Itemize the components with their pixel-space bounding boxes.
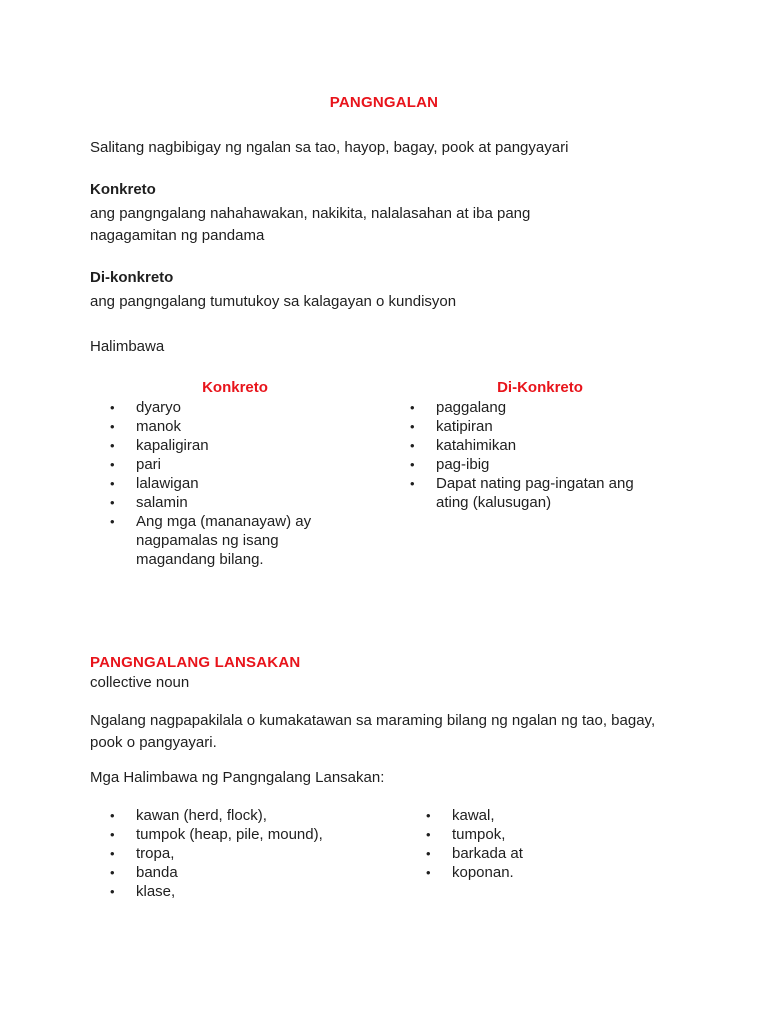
list-item xyxy=(410,455,670,474)
lansakan-examples-heading: Mga Halimbawa ng Pangngalang Lansakan: xyxy=(90,769,385,786)
list-item xyxy=(410,474,670,512)
bullet-icon: • xyxy=(410,457,415,472)
page-title: PANGNGALAN xyxy=(329,94,439,111)
right-column-heading: Di-Konkreto xyxy=(497,379,583,396)
list-item xyxy=(110,806,390,825)
bullet-icon: • xyxy=(410,476,415,491)
list-item-text: kapaligiran xyxy=(136,437,209,454)
bullet-icon: • xyxy=(426,808,431,823)
bullet-icon: • xyxy=(410,419,415,434)
list-item xyxy=(410,398,670,417)
lansakan-subtitle: collective noun xyxy=(90,674,190,691)
bullet-icon: • xyxy=(410,400,415,415)
list-item xyxy=(110,417,360,436)
lansakan-definition: Ngalang nagpapakilala o kumakatawan sa maraming bilang ng ngalan ng tao, bagay, pook o pangyayari. xyxy=(90,712,656,751)
list-item xyxy=(110,398,360,417)
bullet-icon: • xyxy=(110,884,115,899)
list-item xyxy=(110,493,360,512)
list-item-text: banda xyxy=(136,864,178,881)
bullet-icon: • xyxy=(110,438,115,453)
list-item xyxy=(110,436,360,455)
dikonkreto-heading: Di-konkreto xyxy=(90,269,174,286)
list-item xyxy=(110,512,360,569)
list-item-text: tropa, xyxy=(136,845,175,862)
konkreto-example-list xyxy=(110,398,360,569)
konkreto-text: ang pangngalang nahahawakan, nakikita, nalalasahan at iba pang nagagamitan ng pandama xyxy=(90,205,531,244)
list-item xyxy=(110,455,360,474)
list-item-text: manok xyxy=(136,418,182,435)
list-item xyxy=(110,863,390,882)
list-item-text: tumpok (heap, pile, mound), xyxy=(136,826,323,843)
bullet-icon: • xyxy=(110,495,115,510)
list-item-text: koponan. xyxy=(452,864,514,881)
dikonkreto-text: ang pangngalang tumutukoy sa kalagayan o kundisyon xyxy=(90,293,457,310)
list-item-text: paggalang xyxy=(436,399,507,416)
bullet-icon: • xyxy=(110,808,115,823)
list-item-text: pag-ibig xyxy=(436,456,490,473)
list-item-text: katipiran xyxy=(436,418,493,435)
bullet-icon: • xyxy=(426,827,431,842)
list-item-text: lalawigan xyxy=(136,475,199,492)
list-item xyxy=(110,474,360,493)
list-item xyxy=(426,806,626,825)
list-item-text: salamin xyxy=(136,494,188,511)
list-item xyxy=(426,863,626,882)
list-item xyxy=(110,844,390,863)
bullet-icon: • xyxy=(410,438,415,453)
bullet-icon: • xyxy=(110,419,115,434)
lansakan-left-list xyxy=(110,806,390,901)
bullet-icon: • xyxy=(426,846,431,861)
list-item-text: Dapat nating pag-ingatan ang ating (kalusugan) xyxy=(436,475,634,511)
list-item-text: tumpok, xyxy=(452,826,506,843)
list-item-text: Ang mga (mananayaw) ay nagpamalas ng isang magandang bilang. xyxy=(136,513,312,568)
bullet-icon: • xyxy=(110,827,115,842)
konkreto-heading: Konkreto xyxy=(90,181,156,198)
bullet-icon: • xyxy=(110,400,115,415)
list-item-text: klase, xyxy=(136,883,176,900)
bullet-icon: • xyxy=(110,846,115,861)
halimbawa-label: Halimbawa xyxy=(90,338,165,355)
lansakan-right-list xyxy=(426,806,626,882)
list-item-text: kawal, xyxy=(452,807,495,824)
list-item xyxy=(110,825,390,844)
bullet-icon: • xyxy=(110,865,115,880)
list-item-text: dyaryo xyxy=(136,399,182,416)
list-item xyxy=(426,844,626,863)
list-item-text: pari xyxy=(136,456,162,473)
list-item xyxy=(426,825,626,844)
list-item-text: kawan (herd, flock), xyxy=(136,807,267,824)
lansakan-title: PANGNGALANG LANSAKAN xyxy=(90,654,301,671)
list-item xyxy=(410,417,670,436)
list-item xyxy=(110,882,390,901)
list-item-text: barkada at xyxy=(452,845,523,862)
list-item xyxy=(410,436,670,455)
bullet-icon: • xyxy=(110,514,115,529)
list-item-text: katahimikan xyxy=(436,437,517,454)
definition-text: Salitang nagbibigay ng ngalan sa tao, hayop, bagay, pook at pangyayari xyxy=(90,139,569,156)
dikonkreto-example-list xyxy=(410,398,670,512)
bullet-icon: • xyxy=(110,476,115,491)
bullet-icon: • xyxy=(110,457,115,472)
left-column-heading: Konkreto xyxy=(202,379,268,396)
bullet-icon: • xyxy=(426,865,431,880)
